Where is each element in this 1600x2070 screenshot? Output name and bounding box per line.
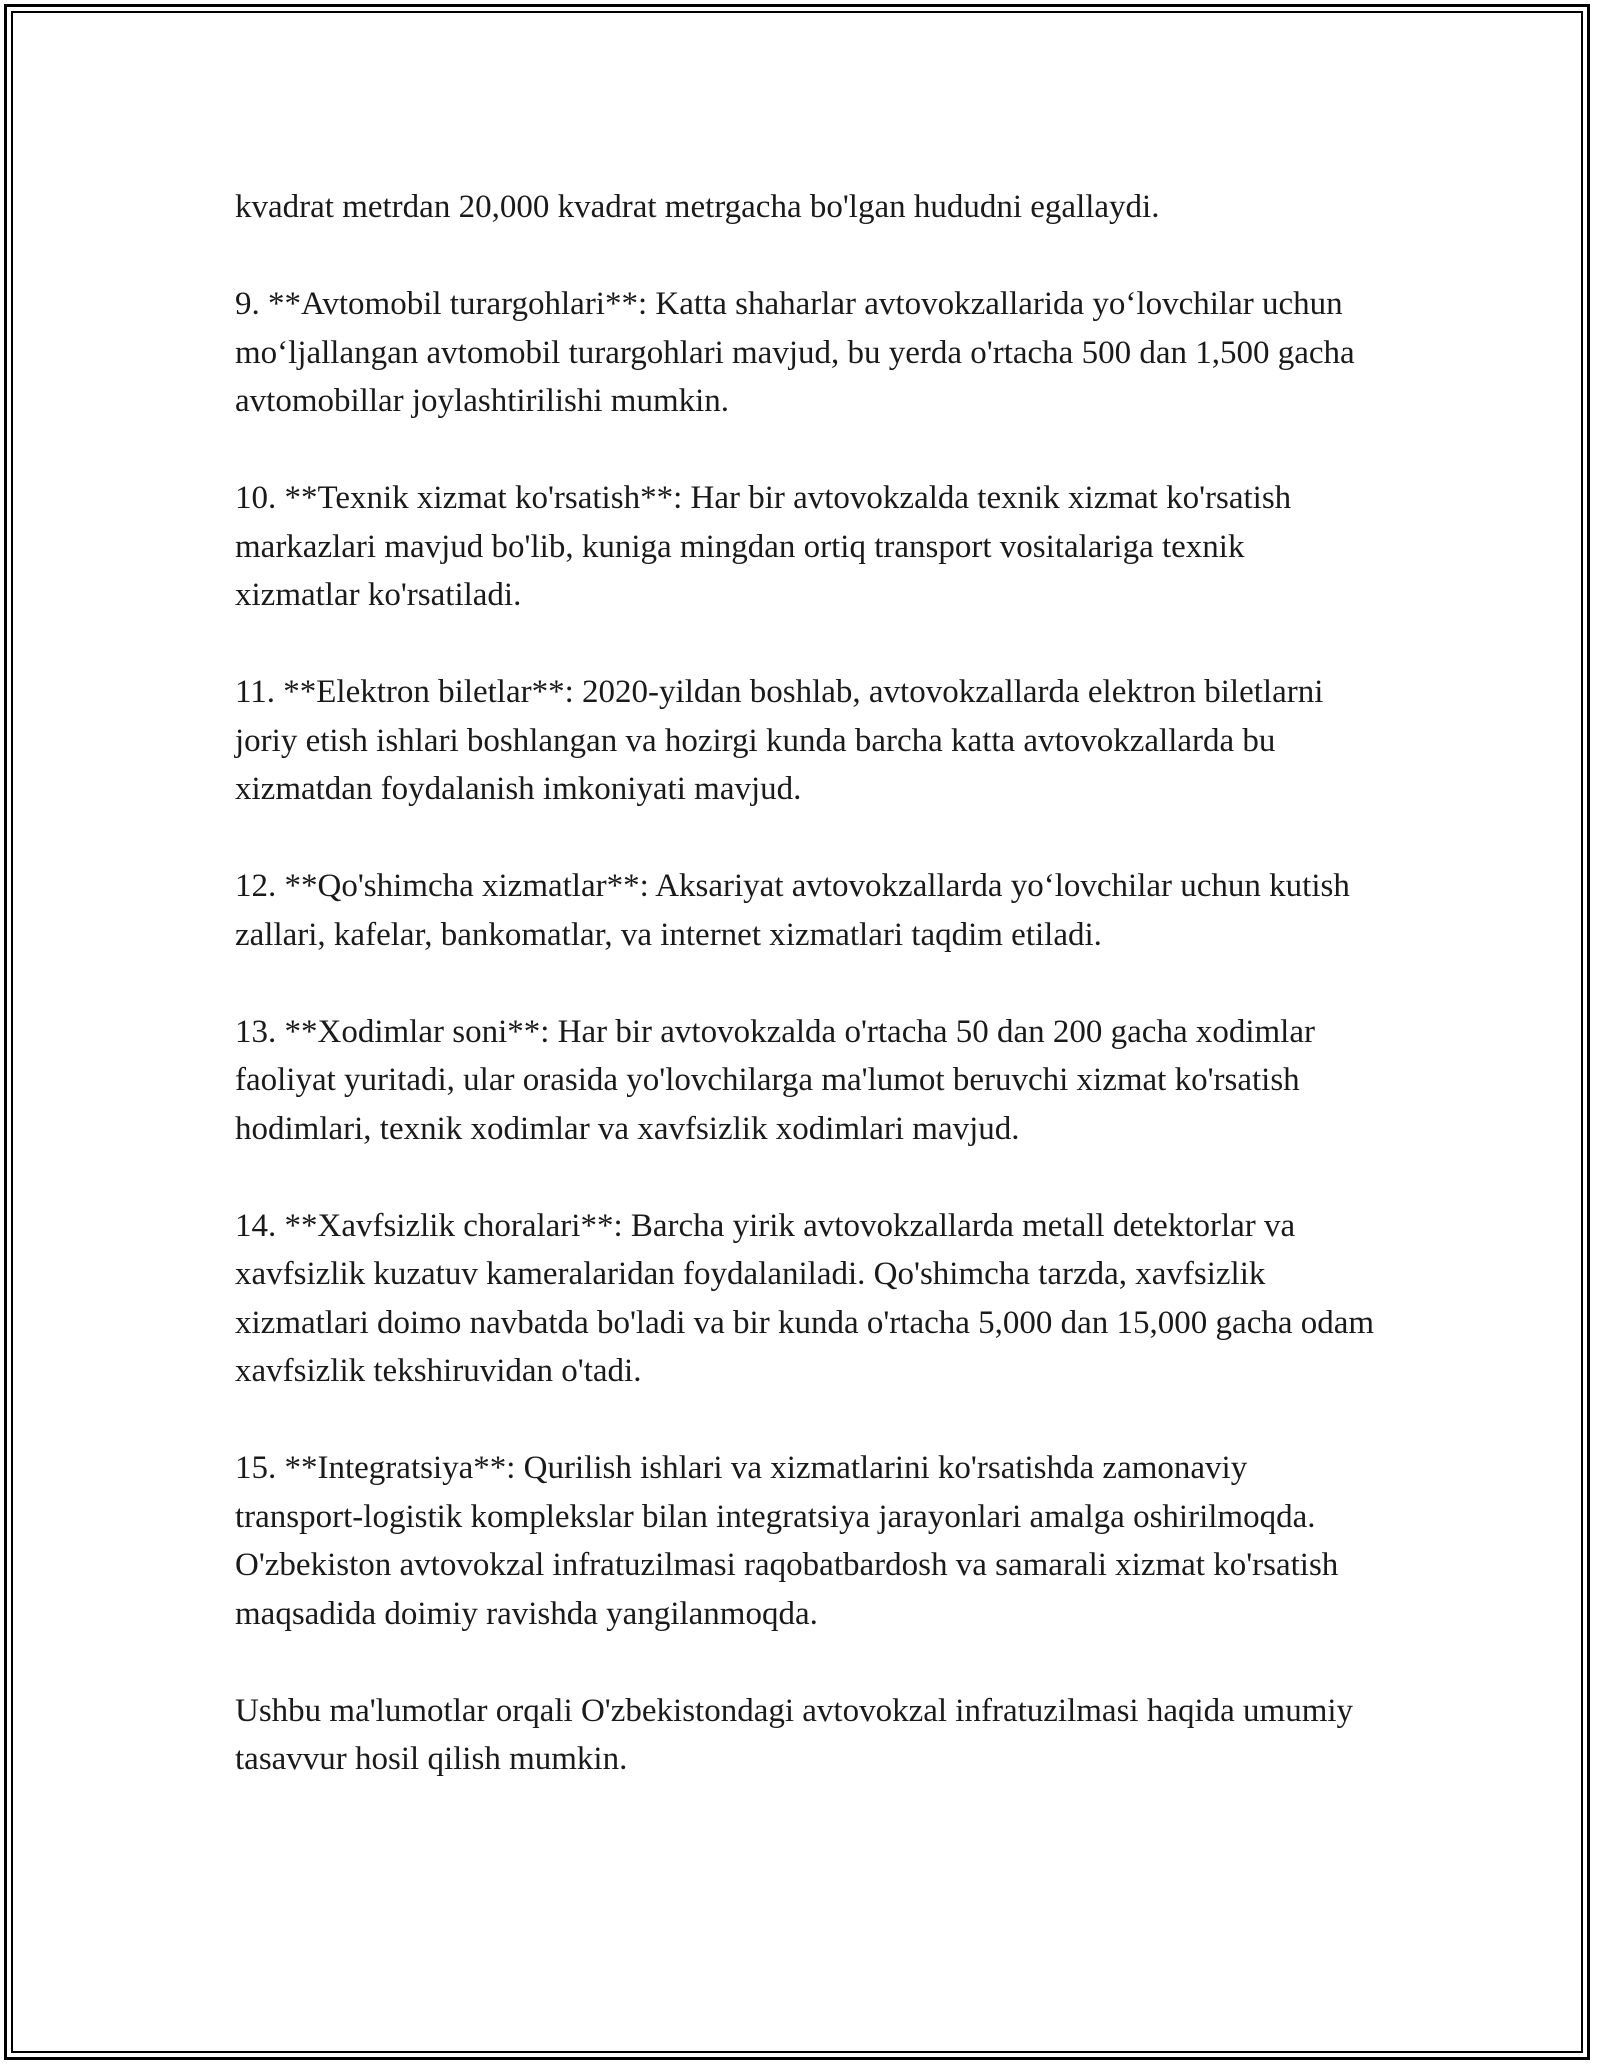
paragraph-item-13-staff-count: 13. **Xodimlar soni**: Har bir avtovokzalda o'rtacha 50 dan 200 gacha xodimlar faoliyat yuritadi, ular orasida yo'lovchilarga ma'lumot beruvchi xizmat ko'rsatish hodimlari, texnik xodimlar va xavfsizlik xodimlari mavjud. [235, 1013, 1315, 1147]
paragraph-item-9-parking: 9. **Avtomobil turargohlari**: Katta shaharlar avtovokzallarida yo‘lovchilar uchun mo‘ljallangan avtomobil turargohlari mavjud, bu yerda o'rtacha 500 dan 1,500 gacha avtomobillar joylashtirilishi mumkin. [235, 286, 1355, 419]
paragraph-item-10-technical-service: 10. **Texnik xizmat ko'rsatish**: Har bir avtovokzalda texnik xizmat ko'rsatish markazlari mavjud bo'lib, kuniga mingdan ortiq transport vositalariga texnik xizmatlar ko'rsatiladi. [235, 480, 1292, 613]
paragraph-item-12-additional-services: 12. **Qo'shimcha xizmatlar**: Aksariyat avtovokzallarda yo‘lovchilar uchun kutish zallari, kafelar, bankomatlar, va internet xizmatlari taqdim etiladi. [235, 868, 1350, 953]
paragraph-area-continuation: kvadrat metrdan 20,000 kvadrat metrgacha bo'lgan hududni egallaydi. [235, 189, 1160, 225]
document-body [235, 183, 1375, 1832]
paragraph-item-11-electronic-tickets: 11. **Elektron biletlar**: 2020-yildan boshlab, avtovokzallarda elektron biletlarni joriy etish ishlari boshlangan va hozirgi kunda barcha katta avtovokzallarda bu xizmatdan foydalanish imkoniyati mavjud. [235, 674, 1324, 807]
paragraph-item-15-integration: 15. **Integratsiya**: Qurilish ishlari va xizmatlarini ko'rsatishda zamonaviy transport-logistik komplekslar bilan integratsiya jarayonlari amalga oshirilmoqda. O'zbekiston avtovokzal infratuzilmasi raqobatbardosh va samarali xizmat ko'rsatish maqsadida doimiy ravishda yangilanmoqda. [235, 1450, 1339, 1632]
paragraph-item-14-security-measures: 14. **Xavfsizlik choralari**: Barcha yirik avtovokzallarda metall detektorlar va xavfsizlik kuzatuv kameralaridan foydalaniladi. Qo'shimcha tarzda, xavfsizlik xizmatlari doimo navbatda bo'ladi va bir kunda o'rtacha 5,000 dan 15,000 gacha odam xavfsizlik tekshiruvidan o'tadi. [235, 1207, 1375, 1389]
paragraph-conclusion: Ushbu ma'lumotlar orqali O'zbekistondagi avtovokzal infratuzilmasi haqida umumiy tasavvur hosil qilish mumkin. [235, 1692, 1354, 1777]
